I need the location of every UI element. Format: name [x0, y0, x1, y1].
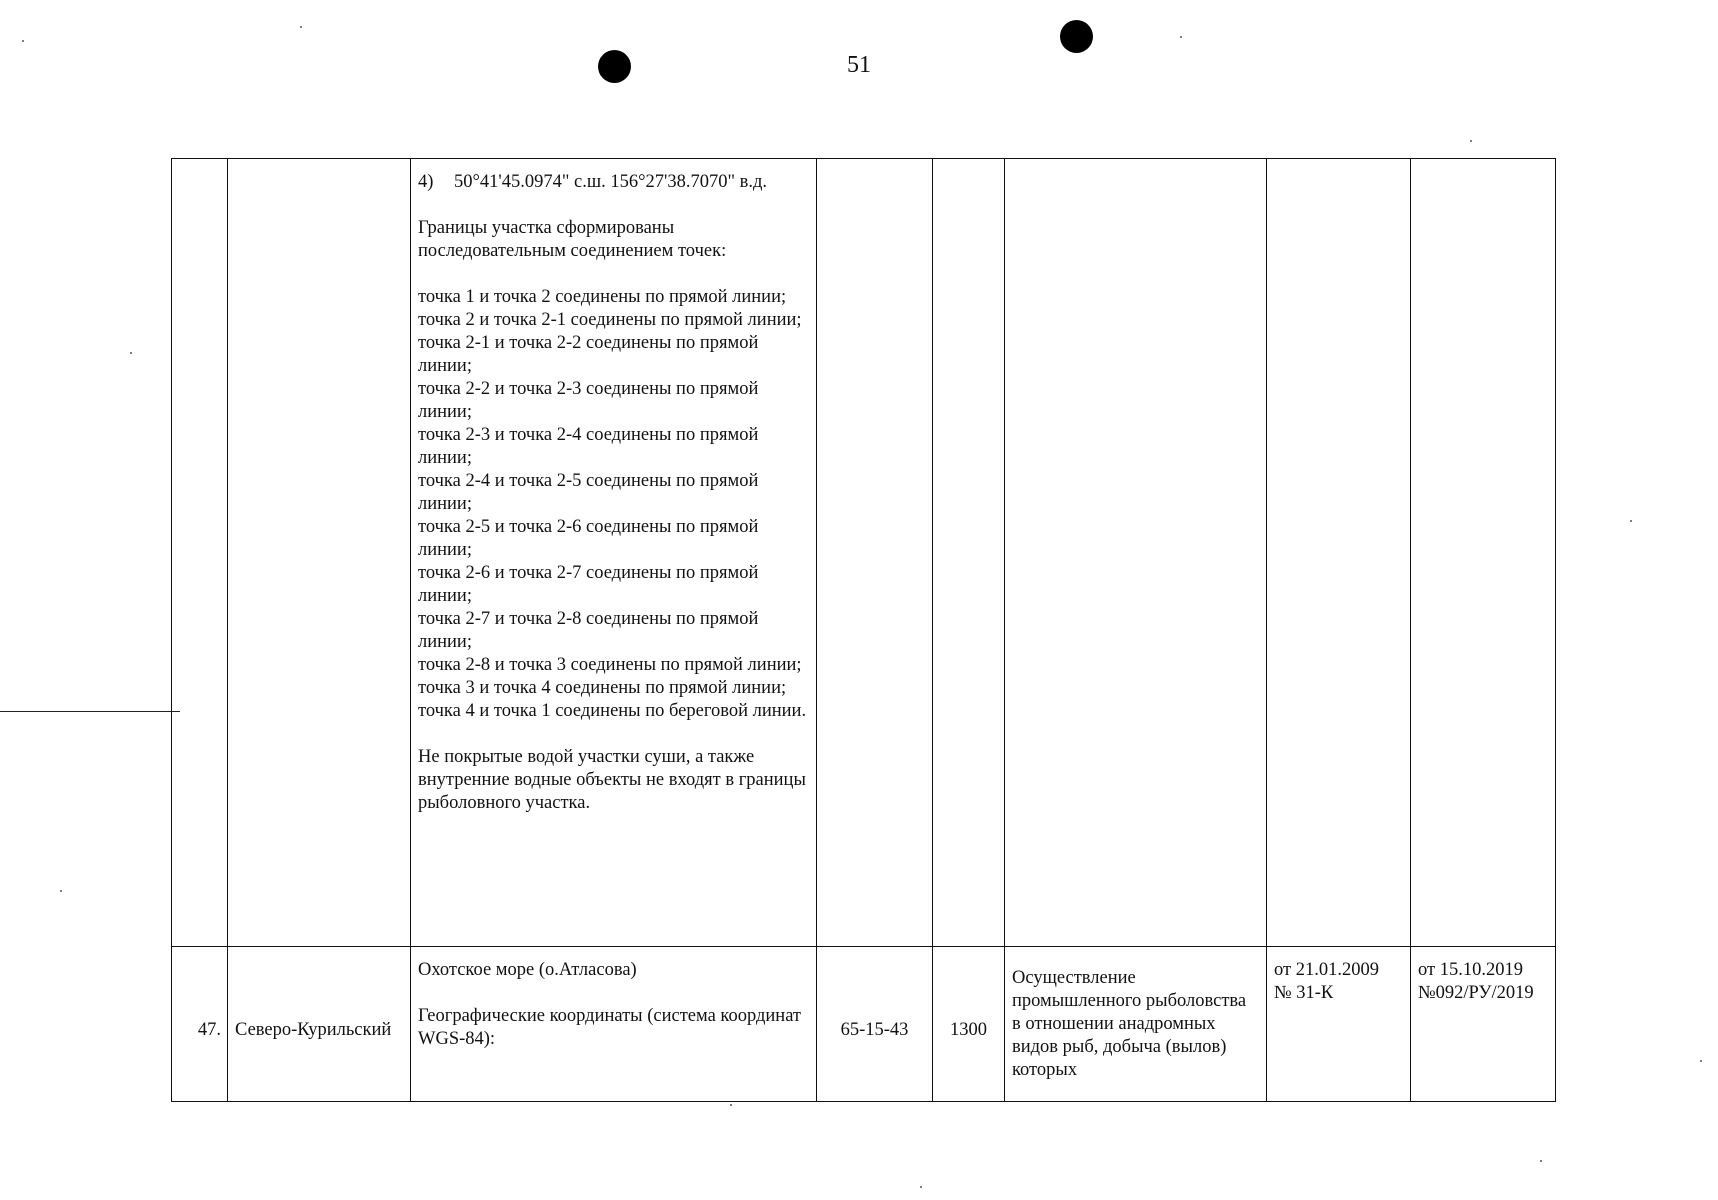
connection-line: точка 2-6 и точка 2-7 соединены по прямой линии; [418, 563, 759, 606]
code-cell [817, 159, 933, 947]
boundary-intro-text: Границы участка сформированы последовательным соединением точек: [418, 218, 727, 261]
connection-line: точка 2-8 и точка 3 соединены по прямой линии; [418, 655, 802, 675]
connection-line: точка 2-5 и точка 2-6 соединены по прямой линии; [418, 517, 759, 560]
fishing-area-register-table [171, 158, 1556, 1102]
boundary-description-cell [411, 159, 817, 947]
scan-speck [1180, 36, 1182, 38]
scan-speck [22, 40, 24, 42]
connection-line: точка 2-7 и точка 2-8 соединены по прямой линии; [418, 609, 759, 652]
connection-line: точка 2 и точка 2-1 соединены по прямой линии; [418, 310, 802, 330]
punch-hole-mark [598, 50, 631, 83]
district-name: Северо-Курильский [228, 947, 411, 1102]
agreement-date: от 21.01.2009 [1274, 960, 1379, 980]
connection-line: точка 2-2 и точка 2-3 соединены по прямой линии; [418, 379, 759, 422]
row-number: 47. [172, 947, 228, 1102]
scan-speck [1540, 1160, 1542, 1162]
decision-cell [1411, 947, 1556, 1102]
decision-date: от 15.10.2019 [1418, 960, 1523, 980]
scan-speck [920, 1186, 922, 1188]
decision-cell [1411, 159, 1556, 947]
area-code: 65-15-43 [817, 947, 933, 1102]
coordinate-point-number: 4) [418, 172, 434, 192]
scan-speck [1700, 1060, 1702, 1062]
area-cell [933, 159, 1005, 947]
scan-speck [130, 352, 132, 354]
district-cell [228, 159, 411, 947]
agreement-cell [1267, 159, 1411, 947]
coordinates-heading: Географические координаты (система координат WGS-84): [418, 1006, 802, 1049]
location-name: Охотское море (о.Атласова) [418, 960, 637, 980]
table-row-47 [172, 947, 1556, 1102]
coordinate-value: 50°41'45.0974" с.ш. 156°27'38.7070" в.д. [454, 172, 768, 192]
decision-number: №092/РУ/2019 [1418, 983, 1534, 1003]
scan-speck [60, 890, 62, 892]
boundary-description-cell [411, 947, 817, 1102]
fishing-purpose: Осуществление промышленного рыболовства в отношении анадромных видов рыб, добыча (вылов) которых [1005, 947, 1267, 1102]
scan-speck [730, 1104, 732, 1106]
agreement-number: № 31-К [1274, 983, 1334, 1003]
number-cell [172, 159, 228, 947]
connection-line: точка 2-1 и точка 2-2 соединены по прямой линии; [418, 333, 759, 376]
page-number: 51 [847, 52, 871, 78]
coordinate-line [418, 171, 809, 194]
scan-speck [1470, 140, 1472, 142]
agreement-cell [1267, 947, 1411, 1102]
area-size: 1300 [933, 947, 1005, 1102]
connection-line: точка 2-4 и точка 2-5 соединены по прямой линии; [418, 471, 759, 514]
connection-line: точка 2-3 и точка 2-4 соединены по прямой линии; [418, 425, 759, 468]
scan-edge-line [0, 711, 180, 712]
connection-line: точка 3 и точка 4 соединены по прямой линии; [418, 678, 787, 698]
purpose-cell [1005, 159, 1267, 947]
scan-speck [1630, 520, 1632, 522]
connection-line: точка 1 и точка 2 соединены по прямой линии; [418, 287, 787, 307]
punch-hole-mark [1060, 20, 1093, 53]
exclusion-note: Не покрытые водой участки суши, а также внутренние водные объекты не входят в границы рыболовного участка. [418, 747, 806, 813]
scan-speck [300, 26, 302, 28]
connection-line: точка 4 и точка 1 соединены по береговой линии. [418, 701, 807, 721]
table-row-continuation [172, 159, 1556, 947]
